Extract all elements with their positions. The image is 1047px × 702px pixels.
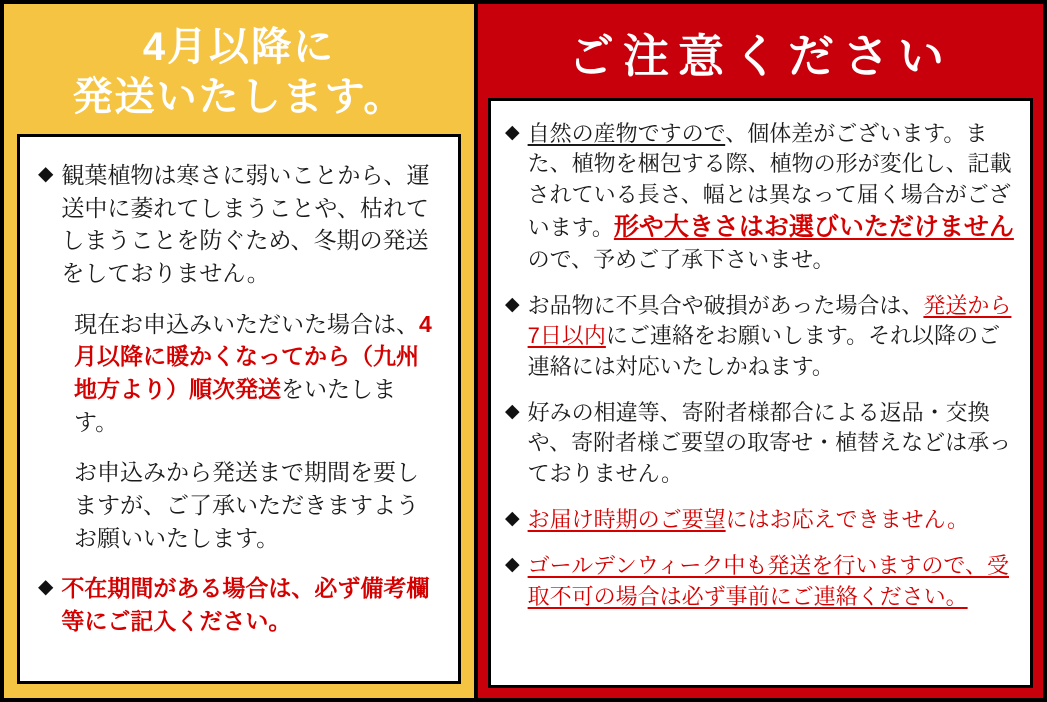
left-panel-body bbox=[17, 134, 461, 684]
caution-1-seg-2: 、個体差がございます。また、植物を梱包する際、植物の形が変化し、記載されている長さ、幅とは異なって届く場合がございます。 bbox=[527, 121, 1012, 241]
left-item-2-seg-1: 現在お申込みいただいた場合は、 bbox=[74, 310, 419, 337]
caution-item-2 bbox=[505, 291, 1016, 382]
left-item-2-seg-3: をいたします。 bbox=[74, 375, 396, 435]
left-item-4-text: 不在期間がある場合は、必ず備考欄等にご記入ください。 bbox=[61, 575, 430, 634]
left-title-line-2: 発送いたします。 bbox=[72, 75, 406, 119]
caution-1-seg-4: ので、予めご了承下さいませ。 bbox=[527, 246, 835, 272]
left-title-line-1: 4月以降に bbox=[142, 25, 336, 69]
caution-item-5-text bbox=[528, 551, 1016, 612]
right-panel-body bbox=[488, 98, 1033, 688]
caution-panel bbox=[478, 0, 1047, 702]
caution-2-seg-1: お品物に不具合や破損があった場合は、 bbox=[527, 292, 924, 318]
caution-item-1-text bbox=[528, 119, 1016, 275]
left-item-4 bbox=[38, 572, 440, 637]
caution-2-seg-3: にご連絡をお願いします。それ以降のご連絡には対応いたしかねます。 bbox=[527, 323, 1001, 379]
caution-item-4 bbox=[505, 505, 1016, 535]
caution-4-seg-2: にはお応えできません。 bbox=[725, 507, 969, 533]
caution-1-seg-1: 自然の産物ですので bbox=[527, 121, 726, 146]
caution-item-3-text: 好みの相違等、寄附者様都合による返品・交換や、寄附者様ご要望の取寄せ・植替えなどは承っておりません。 bbox=[527, 400, 1012, 486]
left-item-2-seg-2: 4月以降に暖かくなってから（九州地方より）順次発送 bbox=[74, 310, 432, 402]
caution-item-5 bbox=[505, 551, 1016, 612]
caution-item-1 bbox=[505, 119, 1016, 275]
diamond-bullet-icon: ◆ bbox=[505, 401, 520, 423]
diamond-bullet-icon: ◆ bbox=[505, 554, 520, 576]
left-item-2-text bbox=[74, 308, 440, 439]
caution-4-seg-1: お届け時期のご要望 bbox=[527, 507, 726, 533]
caution-1-seg-3: 形や大きさはお選びいただけません bbox=[613, 213, 1014, 242]
left-panel-title bbox=[4, 4, 474, 128]
caution-2-seg-2: 発送から7日以内 bbox=[527, 292, 1012, 349]
left-item-2 bbox=[38, 308, 440, 439]
diamond-bullet-icon: ◆ bbox=[505, 508, 520, 530]
left-item-3-text: お申込みから発送まで期間を要しますが、ご了承いただきますようお願いいたします。 bbox=[74, 459, 419, 551]
caution-5-seg-2: 受取不可の場合は必ず事前にご連絡ください。 bbox=[527, 553, 1010, 609]
caution-item-3 bbox=[505, 398, 1016, 489]
left-item-3 bbox=[38, 456, 440, 554]
left-item-1 bbox=[38, 159, 440, 290]
diamond-bullet-icon: ◆ bbox=[38, 163, 54, 185]
right-panel-title: ご注意ください bbox=[568, 30, 953, 82]
caution-item-4-text bbox=[528, 505, 1016, 535]
left-item-1-text: 観葉植物は寒さに弱いことから、運送中に萎れてしまうことや、枯れてしまうことを防ぐため、冬期の発送をしておりません。 bbox=[61, 162, 430, 286]
diamond-bullet-icon: ◆ bbox=[505, 293, 520, 315]
diamond-bullet-icon: ◆ bbox=[505, 122, 520, 143]
caution-item-2-text bbox=[528, 291, 1016, 382]
shipping-schedule-panel bbox=[0, 0, 478, 702]
caution-5-seg-1: ゴールデンウィーク中も発送を行いますので、 bbox=[527, 553, 987, 579]
diamond-bullet-icon: ◆ bbox=[38, 576, 54, 599]
